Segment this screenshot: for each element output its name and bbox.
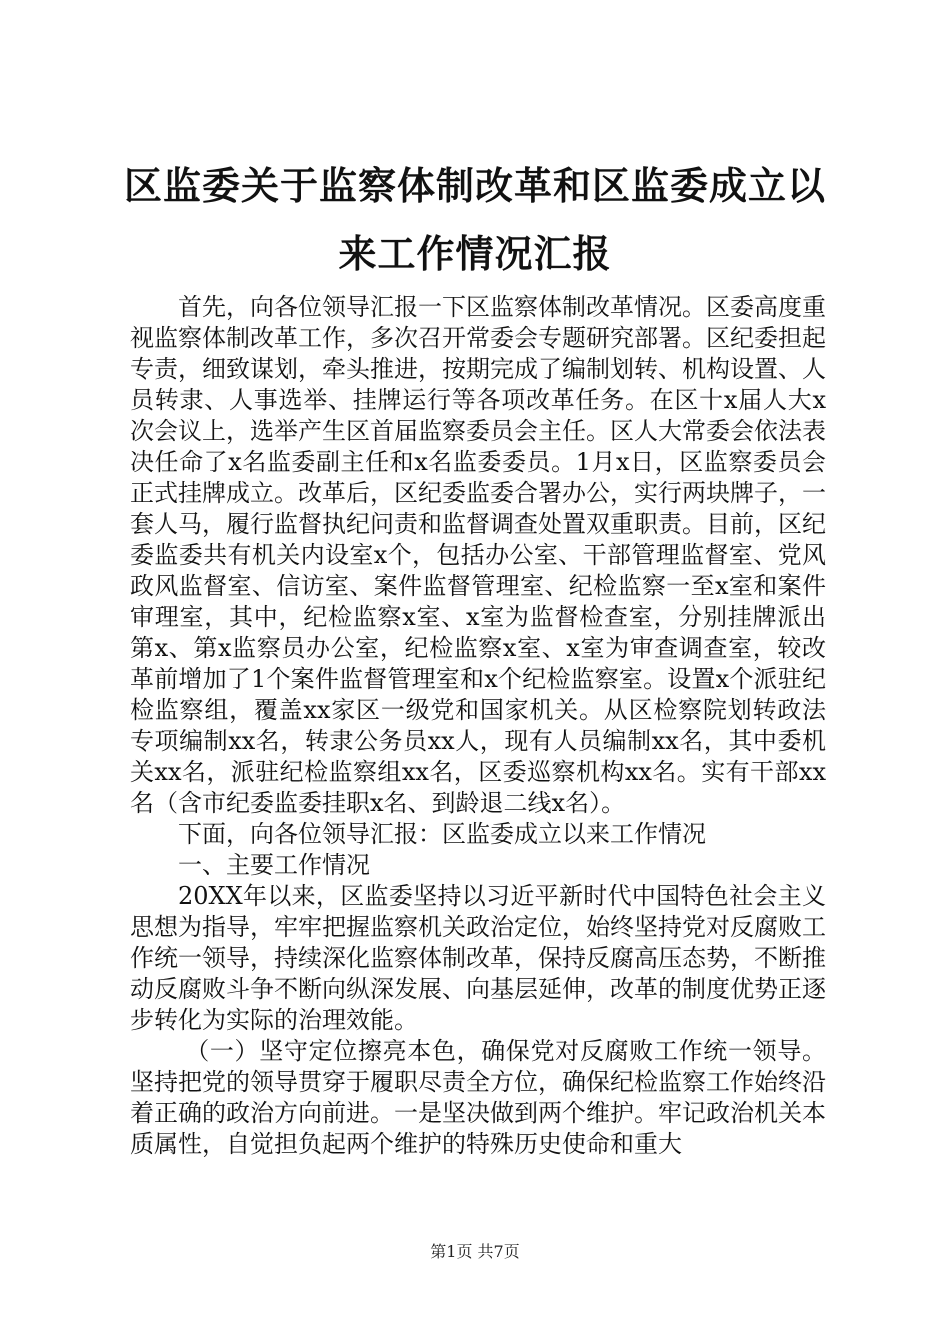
document-body <box>130 292 826 1160</box>
page-footer: 第1页 共7页 <box>430 1242 520 1261</box>
paragraph-transition: 下面，向各位领导汇报：区监委成立以来工作情况 <box>178 820 706 848</box>
paragraph-work-summary: 20XX年以来，区监委坚持以习近平新时代中国特色社会主义思想为指导，牢牢把握监察机关政治定位，始终坚持党对反腐败工作统一领导，持续深化监察体制改革，保持反腐高压态势，不断推动反腐败斗争不断向纵深发展、向基层延伸，改革的制度优势正逐步转化为实际的治理效能。 <box>130 882 826 1034</box>
paragraph-subsection-1: （一）坚守定位擦亮本色，确保党对反腐败工作统一领导。坚持把党的领导贯穿于履职尽责全方位，确保纪检监察工作始终沿着正确的政治方向前进。一是坚决做到两个维护。牢记政治机关本质属性，自觉担负起两个维护的特殊历史使命和重大 <box>130 1037 826 1158</box>
section-heading-main-work: 一、主要工作情况 <box>178 851 370 879</box>
paragraph-reform-overview: 首先，向各位领导汇报一下区监察体制改革情况。区委高度重视监察体制改革工作，多次召开常委会专题研究部署。区纪委担起专责，细致谋划，牵头推进，按期完成了编制划转、机构设置、人员转隶、人事选举、挂牌运行等各项改革任务。在区十x届人大x次会议上，选举产生区首届监察委员会主任。区人大常委会依法表决任命了x名监委副主任和x名监委委员。1月x日，区监察委员会正式挂牌成立。改革后，区纪委监委合署办公，实行两块牌子，一套人马，履行监督执纪问责和监督调查处置双重职责。目前，区纪委监委共有机关内设室x个，包括办公室、干部管理监督室、党风政风监督室、信访室、案件监督管理室、纪检监察一至x室和案件审理室，其中，纪检监察x室、x室为监督检查室，分别挂牌派出第x、第x监察员办公室，纪检监察x室、x室为审查调查室，较改革前增加了1个案件监督管理室和x个纪检监察室。设置x个派驻纪检监察组，覆盖xx家区一级党和国家机关。从区检察院划转政法专项编制xx名，转隶公务员xx人，现有人员编制xx名，其中委机关xx名，派驻纪检监察组xx名，区委巡察机构xx名。实有干部xx名（含市纪委监委挂职x名、到龄退二线x名）。 <box>130 293 826 817</box>
document-title: 区监委关于监察体制改革和区监委成立以来工作情况汇报 <box>123 163 826 276</box>
